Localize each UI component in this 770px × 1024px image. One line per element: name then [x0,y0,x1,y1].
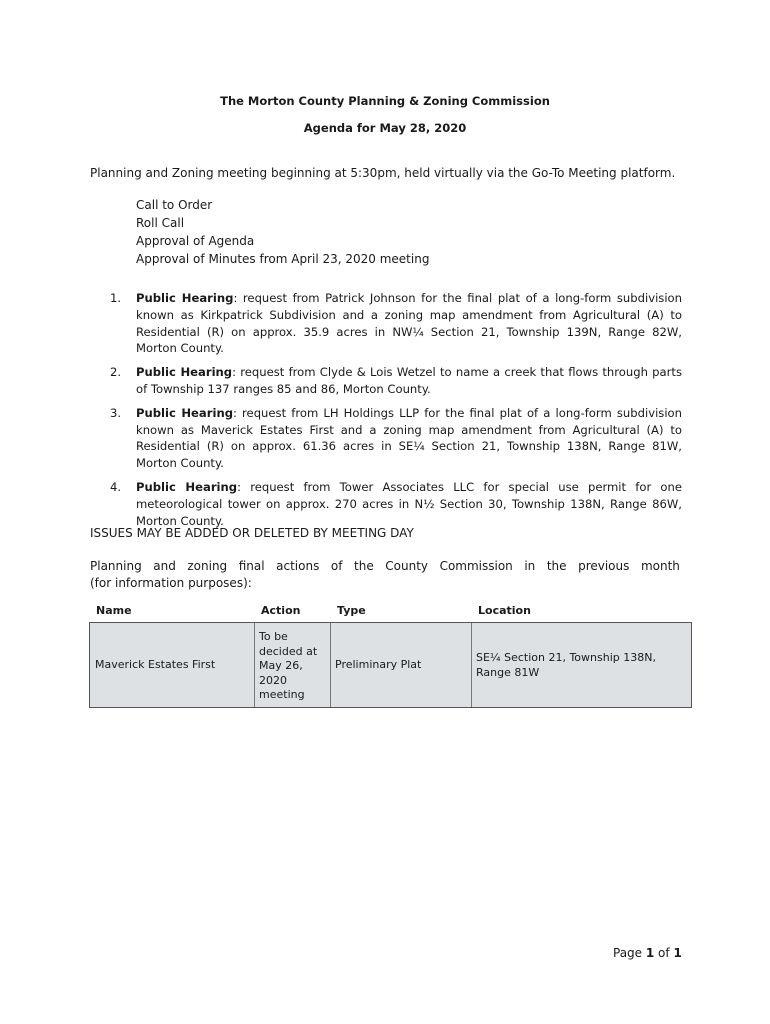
pz-actions-paragraph [90,558,680,592]
pz-word: in [524,559,536,573]
agenda-list [110,290,682,536]
pz-actions-line: (for information purposes): [90,576,252,590]
intro-paragraph: Planning and Zoning meeting beginning at 5:30pm, held virtually via the Go-To Meeting platform. [90,166,676,180]
cell-action-line: To be [259,630,288,643]
cell-location-line: SE¼ Section 21, Township 138N, [476,651,656,664]
agenda-item-label: Public Hearing [136,365,233,380]
pz-word: and [153,559,176,573]
issues-notice: ISSUES MAY BE ADDED OR DELETED BY MEETING DAY [90,526,414,540]
pz-word: previous [578,559,630,573]
actions-table [89,604,692,708]
cell-action-line: meeting [259,688,305,701]
cell-action-line: 2020 [259,673,287,687]
cell-action-line: May 26, [259,659,303,672]
agenda-item-text: : request from Patrick Johnson for the final plat of a long-form subdivision known as Kirkpatrick Subdivision and a zoning map amendment from Agricultural (A) to Residential (R) on approx. 35.9 acres in NW¼ Section 21, Township 139N, Range 82W, Morton County. [136,291,682,356]
cell-action [259,630,317,703]
page-number-of: of [654,946,674,960]
pz-word: zoning [187,559,228,573]
cell-divider [471,623,472,707]
pz-word: month [640,559,680,573]
agenda-item-number: 1. [110,291,122,305]
table-row [89,622,692,708]
page-number-prefix: Page [613,946,646,960]
column-header-name: Name [96,604,132,617]
cell-divider [254,623,255,707]
cell-name: Maverick Estates First [95,658,216,671]
agenda-item-label: Public Hearing [136,405,233,420]
pz-word: the [546,559,567,573]
agenda-item [110,290,682,357]
agenda-item-label: Public Hearing [136,291,234,305]
pz-word: final [238,559,265,573]
agenda-item-text: : request from Clyde & Lois Wetzel to name a creek that flows through parts of Township 137 ranges 85 and 86, Morton County. [136,365,682,396]
opening-item: Approval of Minutes from April 23, 2020 meeting [136,252,430,266]
agenda-item [110,479,682,529]
cell-divider [330,623,331,707]
opening-item: Roll Call [136,216,185,230]
document-title: The Morton County Planning & Zoning Commission [220,94,550,108]
cell-location [476,651,656,680]
page-number [613,946,682,960]
cell-location-line: Range 81W [476,665,540,679]
pz-word: the [354,559,374,573]
pz-word: actions [276,559,320,573]
column-header-location: Location [478,604,531,617]
pz-word: of [330,559,343,573]
agenda-item-text: : request from Tower Associates LLC for special use permit for one meteorological tower on approx. 270 acres in N½ Section 30, Township 138N, Range 86W, Morton County. [136,479,683,528]
pz-word: Planning [90,559,142,573]
pz-word: Commission [439,559,513,573]
agenda-item-number: 3. [110,405,122,420]
pz-actions-line [90,558,680,575]
column-header-action: Action [261,604,301,617]
agenda-item [110,405,682,472]
pz-word: County [385,559,429,573]
agenda-item-number: 4. [110,479,122,494]
agenda-item-label: Public Hearing [136,479,238,494]
opening-item: Approval of Agenda [136,234,255,248]
agenda-item-text: : request from LH Holdings LLP for the final plat of a long-form subdivision known as Maverick Estates First and a zoning map amendment from Agricultural (A) to Residential (R) on approx. 61.36 acres in SE¼ Section 21, Township 138N, Range 81W, Morton County. [136,405,682,471]
cell-action-line: decided at [259,644,318,658]
page-number-total: 1 [673,946,682,960]
table-header [89,604,692,622]
agenda-item [110,364,682,398]
opening-item: Call to Order [136,198,213,212]
cell-type: Preliminary Plat [335,658,422,671]
agenda-item-number: 2. [110,365,122,380]
page-number-current: 1 [645,946,655,960]
document-subtitle: Agenda for May 28, 2020 [303,121,467,135]
opening-items [136,196,429,268]
column-header-type: Type [337,604,366,617]
